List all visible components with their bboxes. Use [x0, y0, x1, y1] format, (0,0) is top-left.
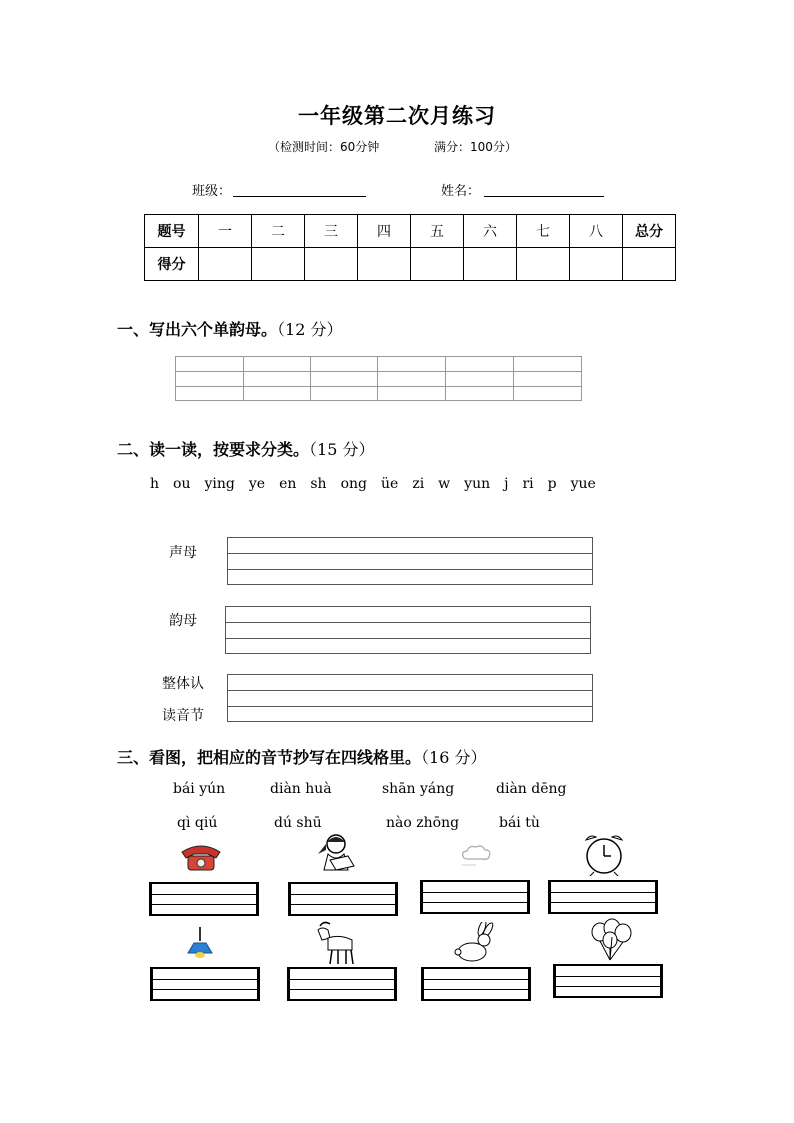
section1-title-text: 一、写出六个单韵母。 [117, 320, 278, 339]
section3-points: （16 分） [421, 748, 487, 767]
table-header-cell: 五 [411, 215, 464, 248]
section2-title [117, 437, 374, 460]
section2-title-text: 二、读一读，按要求分类。 [117, 440, 310, 459]
pinyin-writing-box[interactable] [420, 880, 530, 914]
table-header-cell: 七 [517, 215, 570, 248]
section3-title-text: 三、看图，把相应的音节抄写在四线格里。 [117, 748, 422, 767]
score-table-score-row [145, 248, 676, 281]
score-cell[interactable] [305, 248, 358, 281]
pinyin-writing-box[interactable] [421, 967, 531, 1001]
score-cell[interactable] [358, 248, 411, 281]
pinyin-writing-box[interactable] [553, 964, 663, 998]
pinyin-word: diàn huà [270, 781, 332, 797]
syllable: en [279, 476, 297, 492]
telephone-icon [178, 838, 224, 872]
shengmu-writing-box[interactable] [227, 537, 593, 585]
syllable: w [438, 476, 451, 492]
pinyin-writing-box[interactable] [288, 882, 398, 916]
syllable-list [150, 476, 610, 492]
section1-title [117, 317, 342, 340]
syllable: h [150, 476, 160, 492]
score-table [144, 214, 676, 281]
table-header-cell: 题号 [145, 215, 199, 248]
syllable: ou [173, 476, 191, 492]
section3-title [117, 745, 486, 768]
pinyin-writing-box[interactable] [287, 967, 397, 1001]
girl-reading-icon [306, 832, 362, 874]
table-header-cell: 二 [252, 215, 305, 248]
category-zhengti-label-line2: 读音节 [162, 708, 204, 724]
syllable: ye [248, 476, 266, 492]
exam-time: （检测时间：60分钟 [268, 140, 380, 154]
score-cell[interactable] [570, 248, 623, 281]
pinyin-writing-box[interactable] [548, 880, 658, 914]
alarm-clock-icon [580, 832, 628, 876]
syllable: p [547, 476, 557, 492]
section1-writing-grid[interactable] [175, 356, 582, 401]
name-label: 姓名： [441, 184, 481, 199]
class-field[interactable] [233, 180, 366, 197]
section2-points: （15 分） [309, 440, 375, 459]
score-cell[interactable] [517, 248, 570, 281]
score-cell[interactable] [464, 248, 517, 281]
syllable: ong [340, 476, 367, 492]
rabbit-icon [452, 922, 498, 964]
goat-icon [310, 920, 358, 966]
table-header-cell: 三 [305, 215, 358, 248]
pinyin-writing-box[interactable] [149, 882, 259, 916]
syllable: ri [522, 476, 534, 492]
score-cell[interactable] [623, 248, 676, 281]
yunmu-writing-box[interactable] [225, 606, 591, 654]
name-field[interactable] [484, 180, 604, 197]
syllable: yue [570, 476, 596, 492]
pinyin-word: diàn dēng [496, 781, 567, 797]
score-cell[interactable] [411, 248, 464, 281]
category-yunmu-label: 韵母 [169, 613, 197, 629]
table-header-cell: 六 [464, 215, 517, 248]
score-table-header-row [145, 215, 676, 248]
balloons-icon [588, 918, 634, 962]
syllable: yun [464, 476, 491, 492]
syllable: sh [310, 476, 327, 492]
pinyin-word: bái tù [499, 815, 540, 831]
pinyin-word: dú shū [274, 815, 322, 831]
score-row-label: 得分 [145, 248, 199, 281]
full-score: 满分：100分） [434, 140, 517, 154]
table-header-cell: 八 [570, 215, 623, 248]
table-header-cell: 四 [358, 215, 411, 248]
syllable: j [504, 476, 509, 492]
syllable: ying [204, 476, 235, 492]
score-cell[interactable] [199, 248, 252, 281]
score-cell[interactable] [252, 248, 305, 281]
pinyin-writing-box[interactable] [150, 967, 260, 1001]
table-header-cell: 总分 [623, 215, 676, 248]
cloud-icon [458, 842, 494, 868]
pinyin-word: bái yún [173, 781, 226, 797]
page-title: 一年级第二次月练习 [298, 104, 496, 128]
class-label: 班级： [192, 184, 232, 199]
category-zhengti-label-line1: 整体认 [162, 676, 204, 692]
zhengti-writing-box[interactable] [227, 674, 593, 722]
pinyin-word: shān yáng [382, 781, 455, 797]
pinyin-word: nào zhōng [386, 815, 460, 831]
lamp-icon [184, 927, 216, 961]
category-shengmu-label: 声母 [169, 545, 197, 561]
pinyin-word: qì qiú [177, 815, 218, 831]
syllable: zi [412, 476, 425, 492]
table-header-cell: 一 [199, 215, 252, 248]
section1-points: （12 分） [277, 320, 343, 339]
syllable: üe [381, 476, 399, 492]
